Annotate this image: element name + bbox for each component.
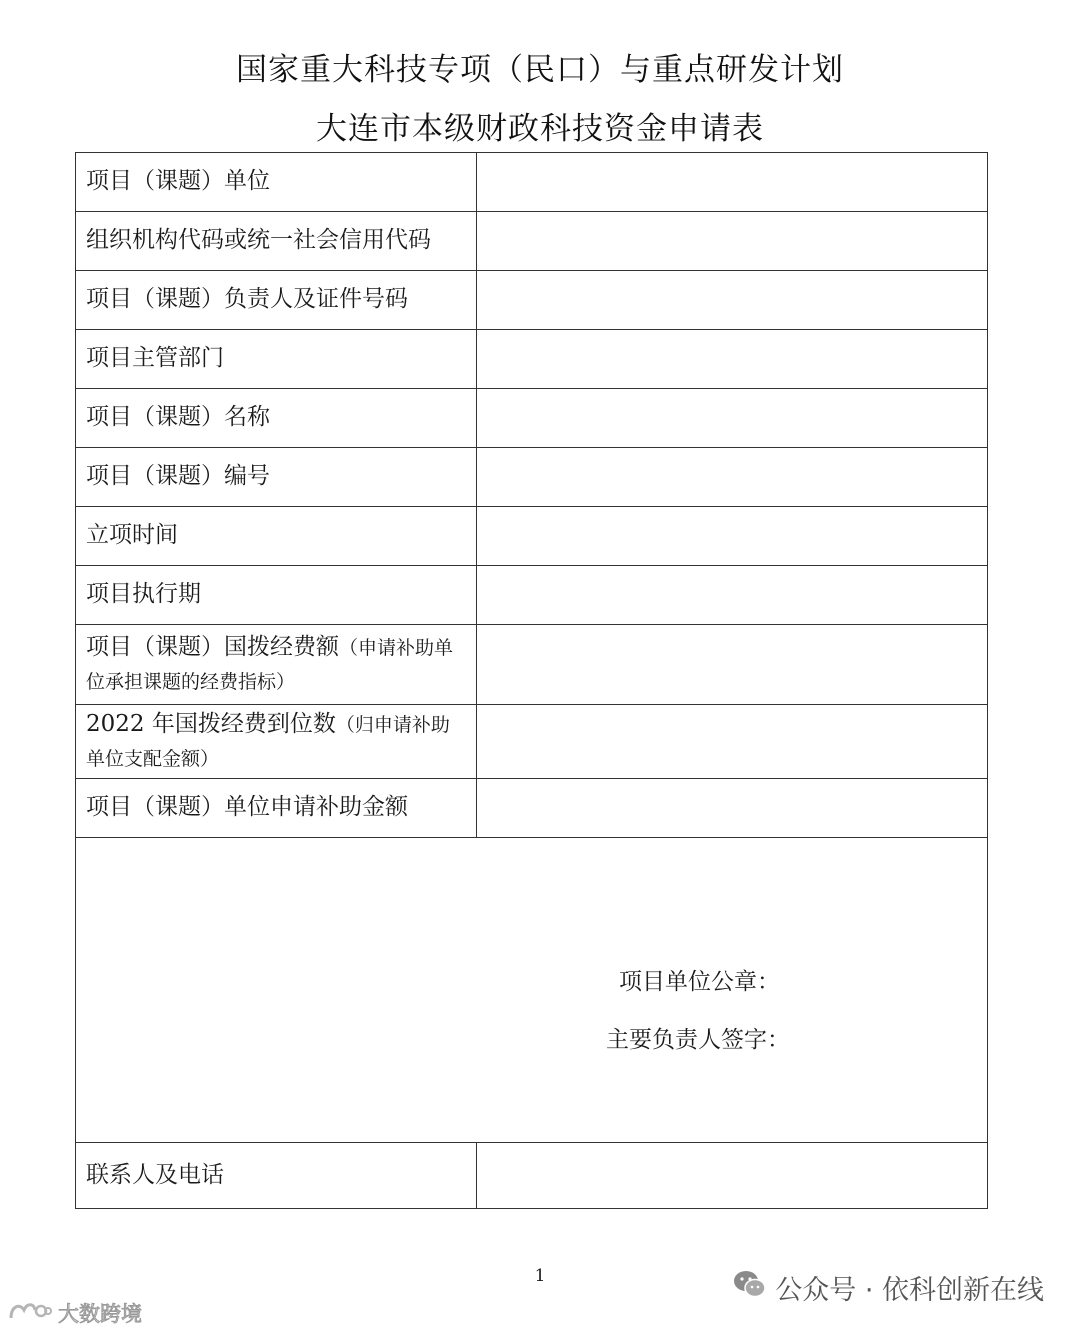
row-label: 项目主管部门 <box>76 330 477 389</box>
row-value-field[interactable] <box>477 1143 988 1209</box>
row-label-note: （申请补助单位承担课题的经费指标） <box>86 637 454 693</box>
document-title: 国家重大科技专项（民口）与重点研发计划 <box>236 52 844 88</box>
row-value-field[interactable] <box>477 271 988 330</box>
row-label <box>76 625 477 705</box>
seal-label: 项目单位公章： <box>619 969 780 995</box>
signature-row <box>76 838 988 1143</box>
row-value-field[interactable] <box>477 705 988 779</box>
watermark-right <box>733 1270 1044 1304</box>
form-row <box>76 448 988 507</box>
row-label-main: 项目（课题）国拨经费额 <box>86 634 339 661</box>
form-row <box>76 705 988 779</box>
row-label-main: 2022 年国拨经费到位数 <box>86 711 336 738</box>
row-label: 项目（课题）名称 <box>76 389 477 448</box>
row-label <box>76 705 477 779</box>
row-label: 项目（课题）编号 <box>76 448 477 507</box>
row-value-field[interactable] <box>477 566 988 625</box>
page-number: 1 <box>534 1266 546 1286</box>
form-row <box>76 330 988 389</box>
row-label-note: （归申请补助单位支配金额） <box>86 714 450 770</box>
brand-logo-icon <box>8 1300 52 1327</box>
form-row <box>76 153 988 212</box>
row-label: 项目执行期 <box>76 566 477 625</box>
row-value-field[interactable] <box>477 212 988 271</box>
row-value-field[interactable] <box>477 779 988 838</box>
form-row <box>76 1143 988 1209</box>
row-label: 组织机构代码或统一社会信用代码 <box>76 212 477 271</box>
signature-label: 主要负责人签字： <box>606 1027 790 1053</box>
form-row <box>76 566 988 625</box>
row-value-field[interactable] <box>477 389 988 448</box>
form-row <box>76 389 988 448</box>
watermark-left <box>8 1298 142 1328</box>
row-value-field[interactable] <box>477 625 988 705</box>
watermark-left-text: 大数跨境 <box>58 1302 142 1326</box>
wechat-icon <box>733 1269 767 1306</box>
form-row <box>76 507 988 566</box>
row-value-field[interactable] <box>477 330 988 389</box>
form-row <box>76 271 988 330</box>
row-value-field[interactable] <box>477 448 988 507</box>
row-label: 项目（课题）单位 <box>76 153 477 212</box>
signature-area[interactable] <box>76 838 988 1143</box>
document-subtitle: 大连市本级财政科技资金申请表 <box>316 111 764 147</box>
row-label: 立项时间 <box>76 507 477 566</box>
row-label: 项目（课题）单位申请补助金额 <box>76 779 477 838</box>
row-label: 项目（课题）负责人及证件号码 <box>76 271 477 330</box>
row-value-field[interactable] <box>477 153 988 212</box>
application-form-table <box>75 152 988 1209</box>
form-row <box>76 779 988 838</box>
row-value-field[interactable] <box>477 507 988 566</box>
form-row <box>76 625 988 705</box>
watermark-right-text: 公众号 · 依科创新在线 <box>775 1274 1044 1306</box>
form-row <box>76 212 988 271</box>
row-label: 联系人及电话 <box>76 1143 477 1209</box>
